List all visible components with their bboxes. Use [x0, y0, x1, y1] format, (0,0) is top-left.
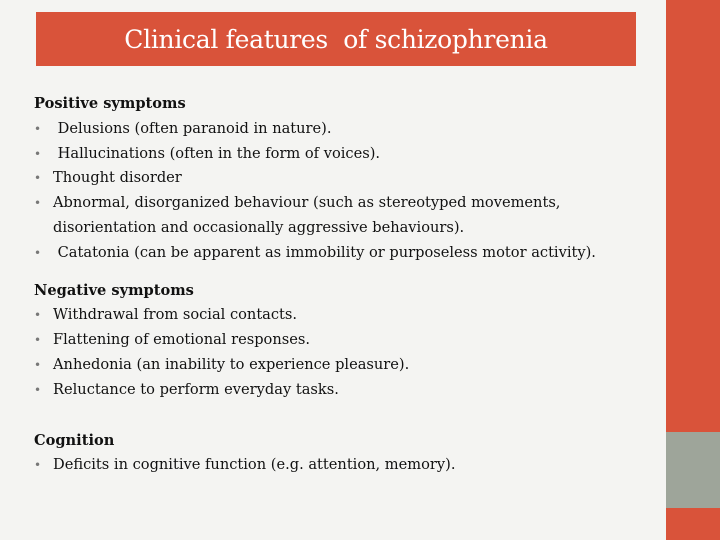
bullet-icon: •	[34, 196, 42, 211]
section-cognition	[34, 429, 664, 479]
list-item: • Catatonia (can be apparent as immobility or purposeless motor activity).	[34, 241, 664, 266]
list-item: • Delusions (often paranoid in nature).	[34, 117, 664, 142]
bullet-icon: •	[34, 382, 42, 397]
slide-title: Clinical features of schizophrenia	[124, 24, 548, 54]
list-item: • Abnormal, disorganized behaviour (such as stereotyped movements, disorientation and occasionally aggressive behaviours).	[34, 191, 664, 241]
section-heading: Negative symptoms	[34, 281, 194, 299]
bullet-icon: •	[34, 245, 42, 260]
list-item: • Withdrawal from social contacts.	[34, 303, 664, 328]
section-negative-symptoms	[34, 279, 664, 403]
section-heading: Positive symptoms	[34, 95, 186, 112]
right-accent-block	[666, 432, 720, 508]
list-item: • Deficits in cognitive function (e.g. attention, memory).	[34, 453, 664, 478]
section-heading: Cognition	[34, 431, 115, 449]
bullet-list	[34, 303, 664, 402]
bullet-list	[34, 453, 664, 478]
bullet-icon: •	[34, 171, 42, 186]
list-item: • Reluctance to perform everyday tasks.	[34, 378, 664, 403]
bullet-icon: •	[34, 121, 42, 136]
slide-content	[34, 92, 664, 491]
title-banner	[36, 12, 636, 66]
bullet-list	[34, 117, 664, 266]
section-positive-symptoms	[34, 92, 664, 266]
list-item: • Flattening of emotional responses.	[34, 328, 664, 353]
bullet-icon: •	[34, 357, 42, 372]
bullet-icon: •	[34, 308, 42, 323]
bullet-icon: •	[34, 458, 42, 473]
list-item: • Thought disorder	[34, 166, 664, 191]
bullet-icon: •	[34, 333, 42, 348]
bullet-icon: •	[34, 146, 42, 161]
list-item: • Hallucinations (often in the form of voices).	[34, 142, 664, 167]
list-item: • Anhedonia (an inability to experience pleasure).	[34, 353, 664, 378]
